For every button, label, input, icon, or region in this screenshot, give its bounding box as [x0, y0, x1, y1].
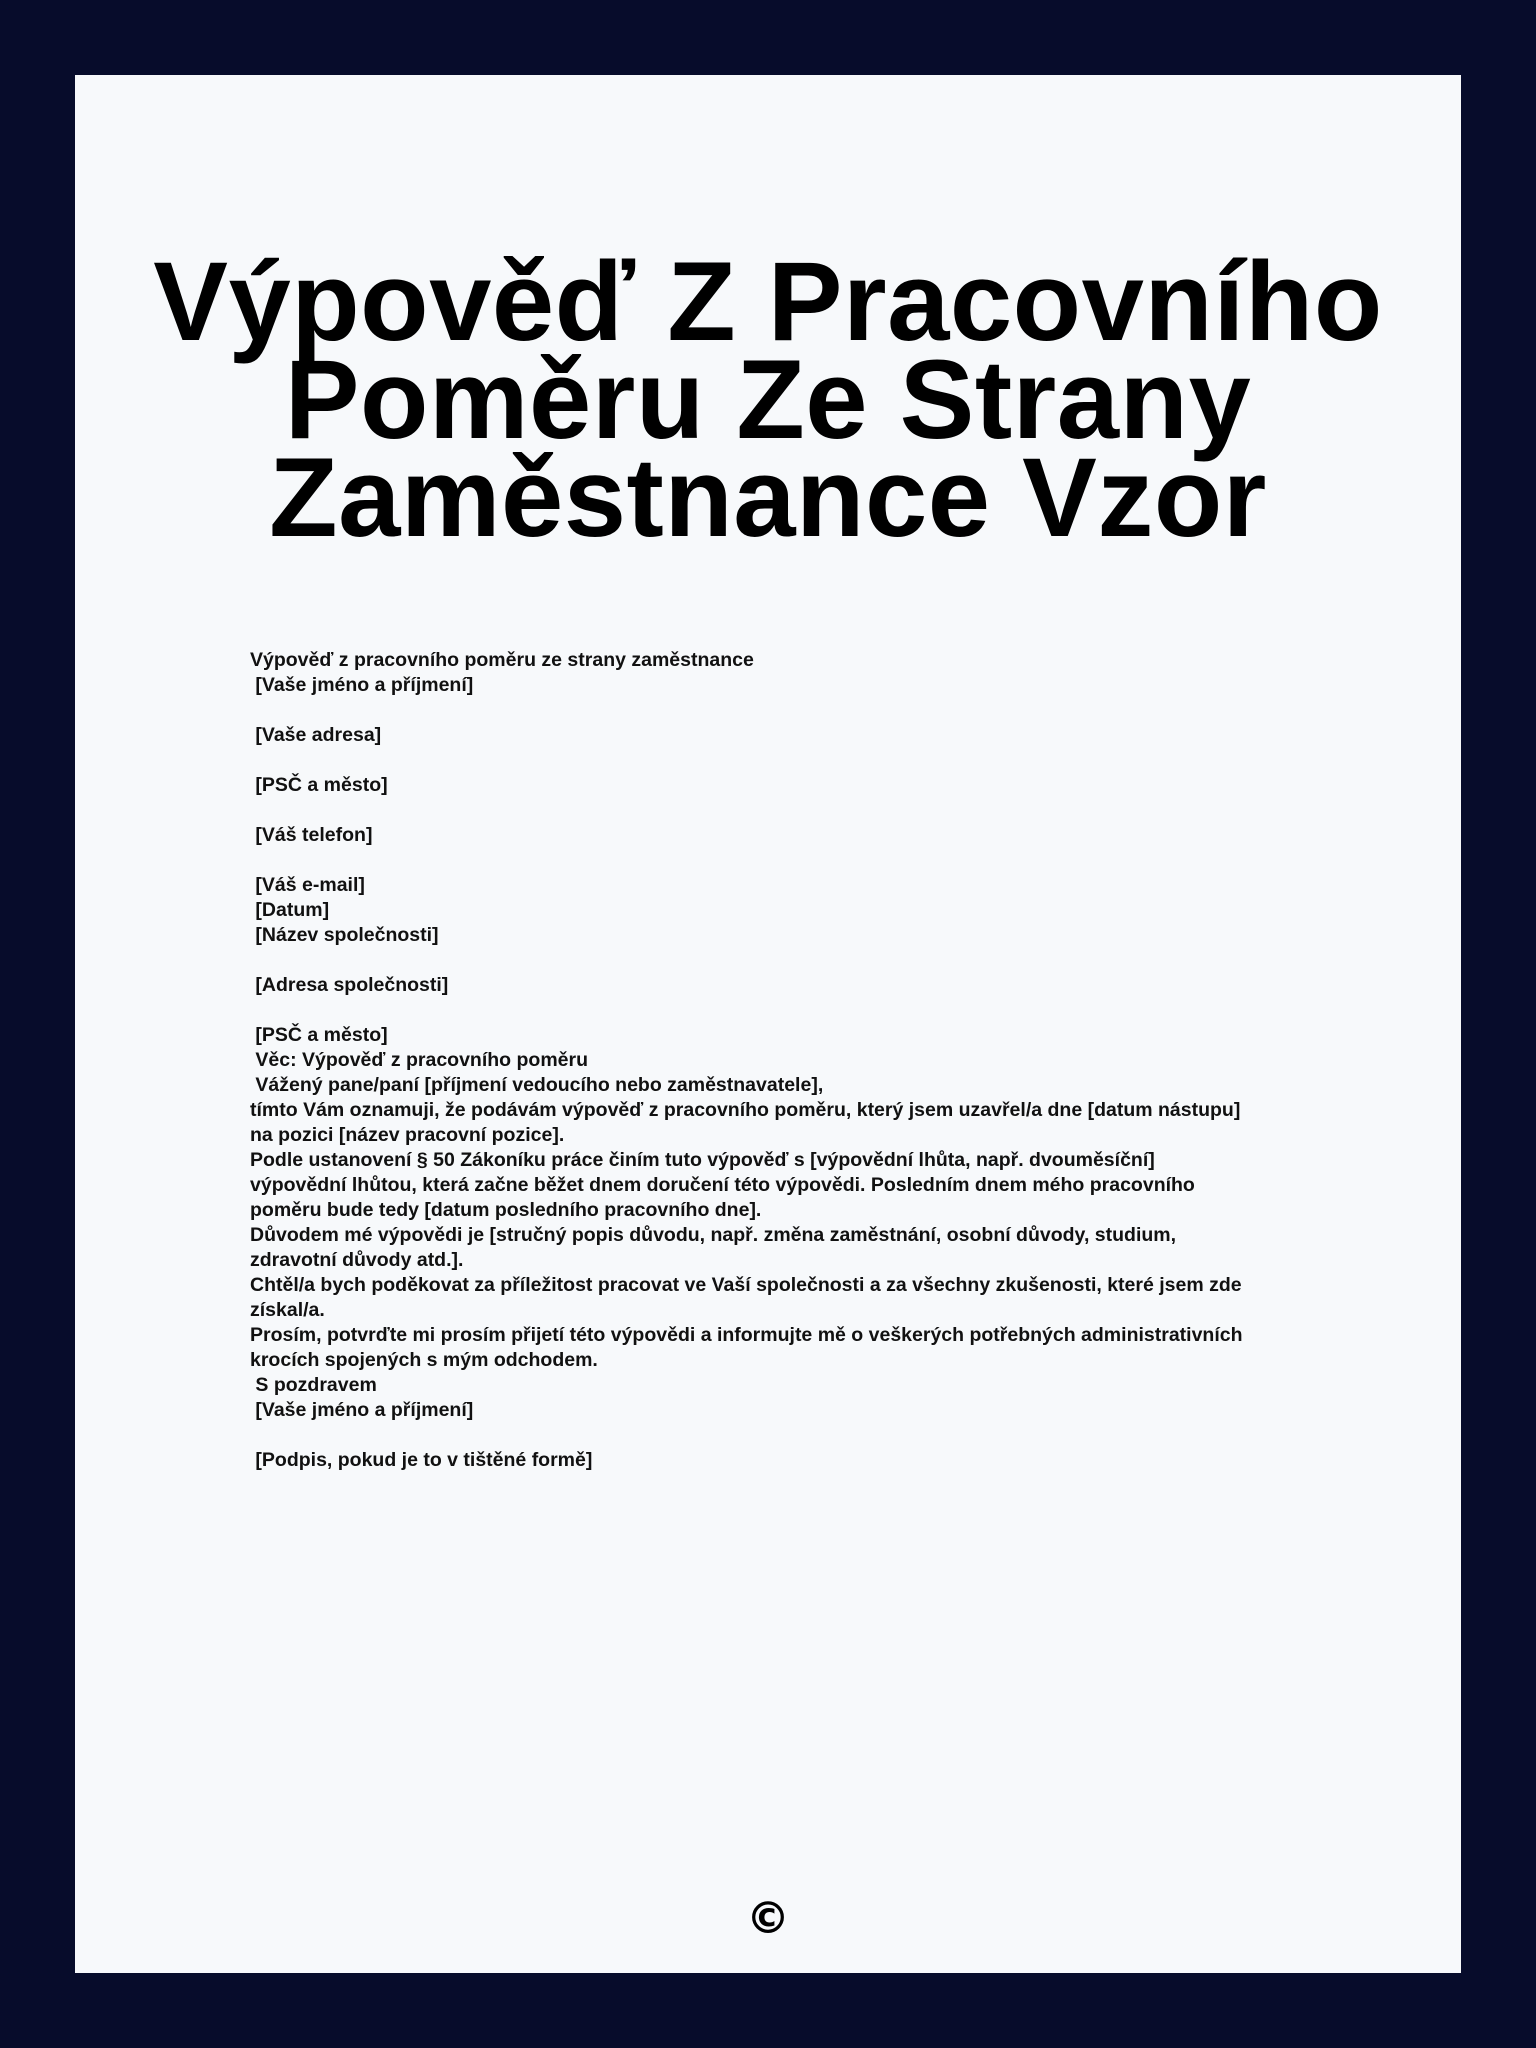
- paragraph-line: tímto Vám oznamuji, že podávám výpověď z pracovního poměru, který jsem uzavřel/a dne [datum nástupu]: [250, 1099, 1241, 1121]
- signature-name: [Vaše jméno a příjmení]: [250, 1399, 474, 1421]
- blank-line: [250, 998, 1350, 1023]
- letter-subject: Věc: Výpověď z pracovního poměru: [250, 1049, 589, 1071]
- letter-body: [250, 648, 1350, 1473]
- sender-phone: [Váš telefon]: [250, 824, 373, 846]
- paragraph-line: poměru bude tedy [datum posledního pracovního dne].: [250, 1199, 762, 1221]
- company-address: [Adresa společnosti]: [250, 974, 449, 996]
- company-name: [Název společnosti]: [250, 924, 439, 946]
- letter-salutation: Vážený pane/paní [příjmení vedoucího nebo zaměstnavatele],: [250, 1074, 824, 1096]
- blank-line: [250, 698, 1350, 723]
- signature-note: [Podpis, pokud je to v tištěné formě]: [250, 1449, 593, 1471]
- paragraph-line: Chtěl/a bych poděkovat za příležitost pracovat ve Vaší společnosti a za všechny zkušenosti, které jsem zde: [250, 1274, 1242, 1296]
- paragraph-line: výpovědní lhůtou, která začne běžet dnem doručení této výpovědi. Posledním dnem mého pracovního: [250, 1174, 1195, 1196]
- document-page: [75, 75, 1461, 1973]
- document-title: [75, 239, 1461, 560]
- paragraph-line: Podle ustanovení § 50 Zákoníku práce činím tuto výpověď s [výpovědní lhůta, např. dvouměsíční]: [250, 1149, 1155, 1171]
- company-postcode-city: [PSČ a město]: [250, 1024, 388, 1046]
- sender-postcode-city: [PSČ a město]: [250, 774, 388, 796]
- blank-line: [250, 748, 1350, 773]
- letter-date: [Datum]: [250, 899, 330, 921]
- letter-closing: S pozdravem: [250, 1374, 377, 1396]
- paragraph-line: Důvodem mé výpovědi je [stručný popis důvodu, např. změna zaměstnání, osobní důvody, studium,: [250, 1224, 1177, 1246]
- title-line-1: Výpověď Z Pracovního: [153, 239, 1383, 364]
- paragraph-line: zdravotní důvody atd.].: [250, 1249, 464, 1271]
- copyright-icon: ©: [746, 1893, 790, 1944]
- sender-name: [Vaše jméno a příjmení]: [250, 674, 474, 696]
- sender-email: [Váš e-mail]: [250, 874, 365, 896]
- sender-address: [Vaše adresa]: [250, 724, 382, 746]
- blank-line: [250, 1423, 1350, 1448]
- paragraph-line: získal/a.: [250, 1299, 325, 1321]
- blank-line: [250, 798, 1350, 823]
- title-line-2: Poměru Ze Strany: [284, 337, 1252, 462]
- title-line-3: Zaměstnance Vzor: [269, 435, 1267, 560]
- paragraph-line: Prosím, potvrďte mi prosím přijetí této výpovědi a informujte mě o veškerých potřebných administrativních: [250, 1324, 1243, 1346]
- blank-line: [250, 948, 1350, 973]
- letter-heading: Výpověď z pracovního poměru ze strany zaměstnance: [250, 649, 754, 671]
- blank-line: [250, 848, 1350, 873]
- paragraph-line: krocích spojených s mým odchodem.: [250, 1349, 598, 1371]
- paragraph-line: na pozici [název pracovní pozice].: [250, 1124, 565, 1146]
